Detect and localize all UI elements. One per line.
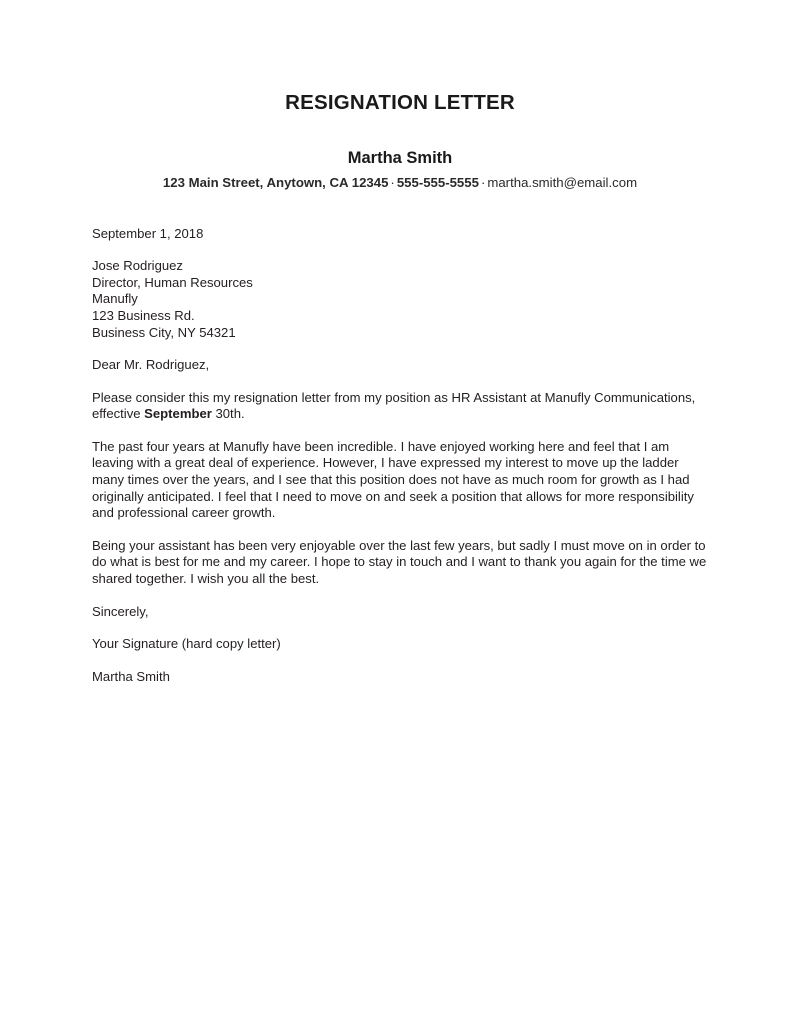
signer-name: Martha Smith [92,668,170,684]
sender-contact-line [0,167,800,191]
paragraph-text-before: Please consider this my resignation letter from my position as HR Assistant at Manufly Communications, effective [92,389,696,422]
sender-name: Martha Smith [347,148,453,167]
page-title: RESIGNATION LETTER [285,91,515,114]
closing-salutation: Sincerely, [92,603,149,619]
body-paragraph-2 [92,423,708,522]
recipient-address-block [92,242,708,341]
sender-phone: 555-555-5555 [396,174,479,190]
recipient-line: Jose Rodriguez [92,258,183,274]
signature-placeholder: Your Signature (hard copy letter) [92,636,281,652]
paragraph-text-before: Being your assistant has been very enjoyable over the last few years, but sadly I must move on in order to do what is best for me and my career. I hope to stay in touch and I want to thank you again for the time we shared together. I wish you all the best. [92,537,707,587]
recipient-line: 123 Business Rd. [92,307,195,323]
sender-address: 123 Main Street, Anytown, CA 12345 [162,174,389,190]
paragraph-text-after: 30th. [211,406,245,422]
contact-separator-2: · [480,174,486,190]
letter-body [92,191,708,686]
letter-date: September 1, 2018 [92,225,204,241]
sender-email: martha.smith@email.com [487,174,638,190]
letter-header [0,0,800,191]
contact-separator-1: · [390,174,395,190]
paragraph-text-before: The past four years at Manufly have been incredible. I have enjoyed working here and feel that I am leaving with a great deal of experience. However, I have expressed my interest to move up the ladder many times over the years, and I see that this position does not have as much room for growth as I had originally anticipated. I feel that I need to move on and seek a position that allows for more responsibility and professional career growth. [92,438,694,521]
recipient-line: Business City, NY 54321 [92,324,236,340]
salutation: Dear Mr. Rodriguez, [92,357,210,373]
paragraph-emphasis: September [144,406,212,422]
recipient-line: Director, Human Resources [92,274,253,290]
recipient-line: Manufly [92,291,138,307]
body-paragraph-3 [92,522,708,588]
body-paragraph-1 [92,374,708,423]
